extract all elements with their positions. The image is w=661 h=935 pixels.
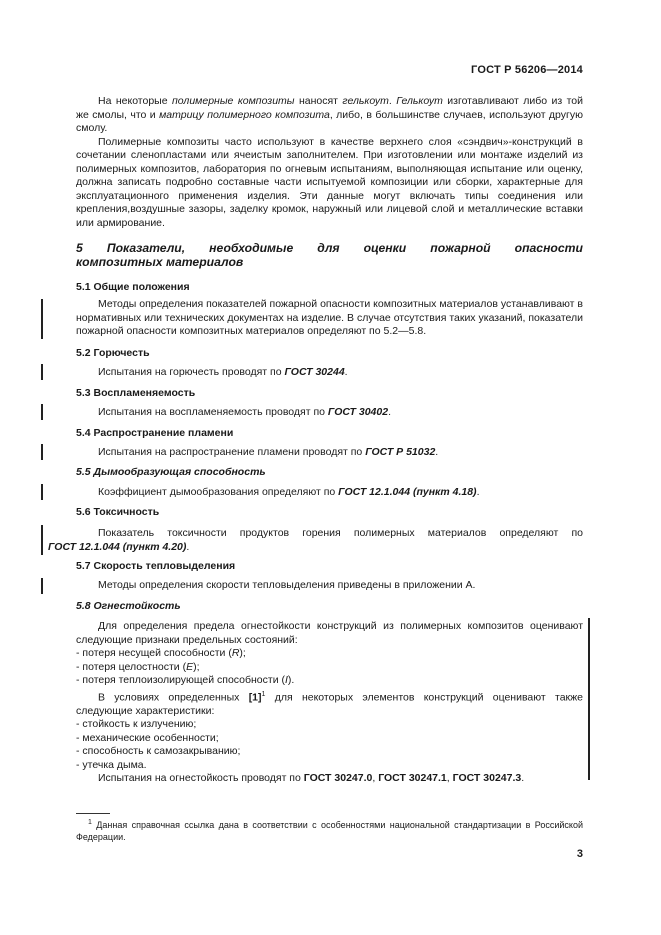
list-item: - потеря несущей способности (R); bbox=[76, 647, 246, 659]
intro-paragraph-2: Полимерные композиты часто используют в качестве верхнего слоя «сэндвич»-конструкций в сочетании сленопластами или ячеистым заполнителем. При изготовлении или монтаже изделий из полимерных композитов, лаборатория по огневым испытаниям, выполняющая испытание или оценку, должна записать подробно составные части испытуемой композиции или сборки, характерные для эксплуатационного применения изделия. Эти данные могут включать типы соединения или крепления,воздушные зазоры, заделку кромок, наружный или лицевой слой и металлические вставки или армирование. bbox=[76, 135, 583, 229]
section-5-4-text: Испытания на распространение пламени проводят по ГОСТ Р 51032. bbox=[98, 446, 439, 458]
change-bar bbox=[41, 299, 43, 339]
footnote-separator bbox=[76, 813, 110, 814]
section-5-7-text: Методы определения скорости тепловыделения приведены в приложении А. bbox=[98, 579, 476, 591]
change-bar bbox=[41, 484, 43, 500]
section-5-3-title: 5.3 Воспламеняемость bbox=[76, 387, 196, 399]
fire-resistance-test-refs: Испытания на огнестойкость проводят по ГОСТ 30247.0, ГОСТ 30247.1, ГОСТ 30247.3. bbox=[98, 772, 525, 784]
conditions-paragraph: В условиях определенных $[1]^1$ для некоторых элементов конструкций оценивают также следующие характеристики: bbox=[76, 690, 584, 717]
list-item: - стойкость к излучению; bbox=[76, 718, 197, 730]
characteristics-list bbox=[76, 718, 583, 772]
change-bar bbox=[41, 578, 43, 594]
section-5-7-title: 5.7 Скорость тепловыделения bbox=[76, 560, 236, 572]
section-5-2-text: Испытания на горючесть проводят по ГОСТ 30244. bbox=[98, 366, 348, 378]
change-bar-right bbox=[588, 618, 590, 780]
section-5-8-title: 5.8 Огнестойкость bbox=[76, 600, 181, 612]
intro-paragraph-1: На некоторые полимерные композиты наносят гелькоут. Гелькоут изготавливают либо из той же смолы, что и матрицу полимерного композита, либо, в большинстве случаев, используют другую смолу. bbox=[76, 95, 584, 134]
section-5-1-title: 5.1 Общие положения bbox=[76, 281, 190, 293]
list-item: - механические особенности; bbox=[76, 731, 219, 744]
list-item: - потеря целостности (E); bbox=[76, 660, 200, 673]
change-bar bbox=[41, 525, 43, 555]
section-5-5-title: 5.5 Дымообразующая способность bbox=[76, 466, 266, 478]
section-5-6-title: 5.6 Токсичность bbox=[76, 506, 160, 518]
change-bar bbox=[41, 444, 43, 460]
list-item: - утечка дыма. bbox=[76, 758, 147, 771]
limit-states-list bbox=[76, 647, 583, 688]
section-5-heading: 5 Показатели, необходимые для оценки пожарной опасности композитных материалов bbox=[76, 241, 583, 269]
change-bar bbox=[41, 404, 43, 420]
section-5-5-text: Коэффициент дымообразования определяют по ГОСТ 12.1.044 (пункт 4.18). bbox=[98, 486, 480, 498]
section-5-3-text: Испытания на воспламеняемость проводят по ГОСТ 30402. bbox=[98, 406, 391, 418]
section-5-6-text: Показатель токсичности продуктов горения полимерных материалов определяют по ГОСТ 12.1.044 (пункт 4.20). bbox=[48, 527, 583, 553]
intro-block bbox=[76, 95, 583, 230]
list-item: - способность к самозакрыванию; bbox=[76, 745, 241, 757]
section-5-1-text: Методы определения показателей пожарной опасности композитных материалов устанавливают в нормативных или технических документах на изделие. В случае отсутствия таких указаний, показатели пожарной опасности композитных материалов определяют по 5.2—5.8. bbox=[76, 298, 583, 337]
page-number: 3 bbox=[576, 848, 583, 860]
fire-resistance-intro: Для определения предела огнестойкости конструкций из полимерных композитов оценивают следующие признаки предельных состояний: bbox=[76, 620, 583, 646]
footnote: $^1$ Данная справочная ссылка дана в соответствии с особенностями национальной стандартизации в Российской Федерации. bbox=[76, 819, 583, 842]
section-5-8-body bbox=[76, 620, 583, 786]
section-5-2-title: 5.2 Горючесть bbox=[76, 347, 150, 359]
section-5-4-title: 5.4 Распространение пламени bbox=[76, 427, 234, 439]
list-item: - потеря теплоизолирующей способности (I). bbox=[76, 674, 295, 686]
standard-code-header: ГОСТ Р 56206—2014 bbox=[471, 64, 583, 76]
change-bar bbox=[41, 364, 43, 380]
